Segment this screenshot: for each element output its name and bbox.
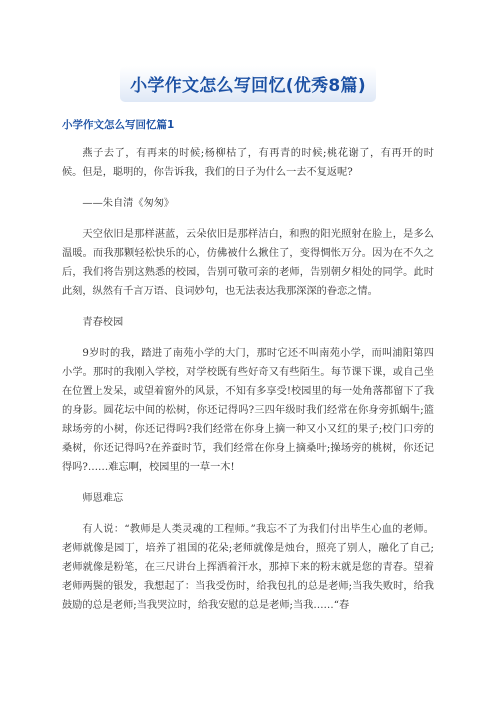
quote-attribution: ——朱自清《匆匆》 — [82, 198, 175, 209]
subheading-campus: 青春校园 — [82, 317, 124, 328]
paragraph-quote: 燕子去了，有再来的时候;杨柳枯了，有再青的时候;桃花谢了，有再开的时候。但是，聪明的，你告诉我，我们的日子为什么一去不复返呢? — [62, 148, 434, 178]
paragraph-intro: 天空依旧是那样湛蓝，云朵依旧是那样洁白，和煦的阳光照射在脸上，是多么温暖。而我那颗轻松快乐的心，仿佛被什么揪住了，变得惆怅万分。因为在不久之后，我们将告别这熟悉的校园，告别可敬可亲的老师，告别朝夕相处的同学。此时此刻，纵然有千言万语、良词妙句，也无法表达我那深深的眷恋之情。 — [62, 229, 434, 297]
section-heading: 小学作文怎么写回忆篇1 — [62, 119, 175, 131]
subheading-teacher: 师恩难忘 — [82, 493, 124, 504]
paragraph-campus: 9岁时的我，踏进了南苑小学的大门，那时它还不叫南苑小学，而叫浦阳第四小学。那时的我刚入学校，对学校既有些好奇又有些陌生。每节课下课，或自己坐在位置上发呆，或望着窗外的风景，不知有多享受!校园里的每一处角落都留下了我的身影。圆花坛中间的松树，你还记得吗?三四年级时我们经常在你身旁抓蜗牛;篮球场旁的小树，你还记得吗?我们经常在你身上摘一种又小又红的果子;校门口旁的桑树，你还记得吗?在养蚕时节，我们经常在你身上摘桑叶;操场旁的桃树，你还记得吗?……难忘啊，校园里的一草一木! — [62, 348, 434, 473]
paragraph-teacher: 有人说：“教师是人类灵魂的工程师。”我忘不了为我们付出毕生心血的老师。老师就像是园丁，培养了祖国的花朵;老师就像是烛台，照亮了别人，融化了自己;老师就像是粉笔，在三尺讲台上挥洒着汗水，那掉下来的粉末就是您的青春。望着老师两鬓的银发，我想起了：当我受伤时，给我包扎的总是老师;当我失败时，给我鼓励的总是老师;当我哭泣时，给我安慰的总是老师;当我……“春 — [62, 524, 434, 611]
title-banner — [62, 66, 434, 102]
document-title: 小学作文怎么写回忆(优秀8篇) — [120, 66, 376, 102]
